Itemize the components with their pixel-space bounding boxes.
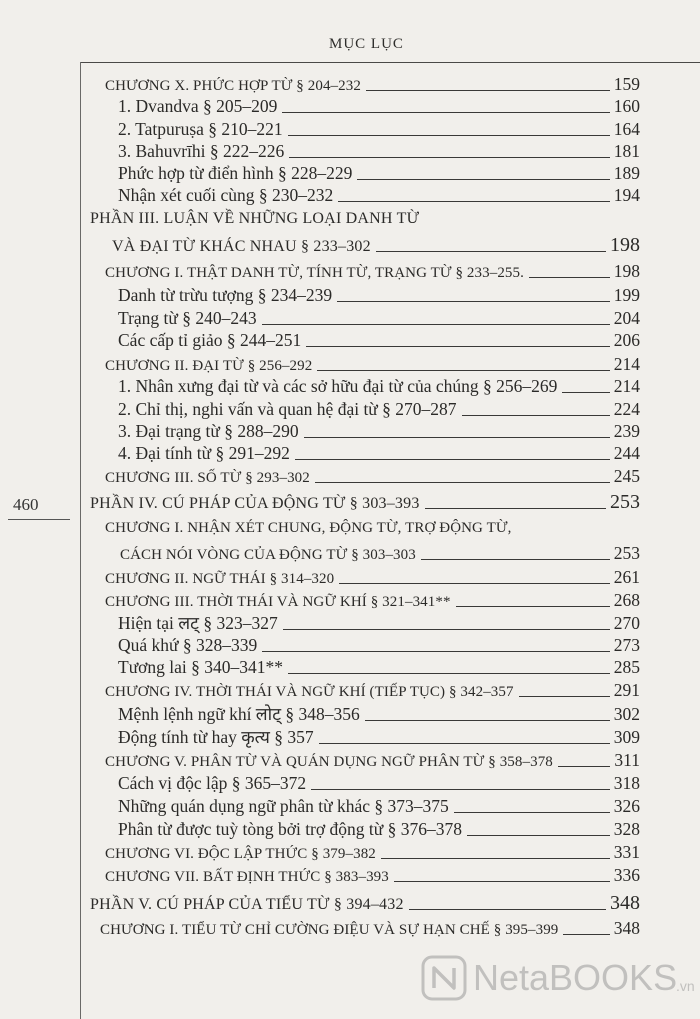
toc-section-entry: [118, 419, 640, 443]
toc-section-entry: [118, 94, 640, 118]
entry-title: CHƯƠNG III. THỜI THÁI VÀ NGỮ KHÍ § 321–341**: [105, 594, 451, 610]
toc-section-entry: [118, 794, 640, 818]
leader-line: [283, 629, 610, 630]
entry-title: CHƯƠNG III. SỐ TỪ § 293–302: [105, 470, 310, 486]
entry-page: 194: [613, 185, 640, 205]
entry-page: 204: [613, 308, 640, 328]
entry-page: 214: [613, 376, 640, 396]
entry-page: 326: [613, 796, 640, 816]
leader-line: [357, 179, 609, 180]
leader-line: [558, 766, 610, 767]
leader-line: [394, 881, 610, 882]
entry-page: 302: [613, 704, 640, 724]
entry-page: 285: [613, 657, 640, 677]
entry-title: CÁCH NÓI VÒNG CỦA ĐỘNG TỪ § 303–303: [120, 547, 416, 563]
entry-page: 270: [613, 613, 640, 633]
entry-title: Phức hợp từ điển hình § 228–229: [118, 163, 353, 183]
leader-line: [563, 934, 609, 935]
entry-page: 159: [613, 74, 640, 94]
toc-chapter-entry: [120, 541, 640, 565]
page-number: 460: [13, 495, 39, 514]
entry-page: 311: [614, 750, 640, 770]
leader-line: [519, 696, 610, 697]
toc-section-entry: [118, 374, 640, 398]
entry-page: 198: [613, 261, 640, 281]
entry-title: Trạng từ § 240–243: [118, 308, 257, 328]
leader-line: [338, 201, 609, 202]
entry-title: Tương lai § 340–341**: [118, 657, 284, 677]
leader-line: [262, 651, 609, 652]
toc-chapter-entry: [105, 72, 640, 96]
entry-page: 268: [613, 590, 640, 610]
entry-title: Cách vị độc lập § 365–372: [118, 773, 307, 793]
leader-line: [529, 277, 610, 278]
leader-line: [288, 673, 610, 674]
running-header: MỤC LỤC: [329, 36, 404, 52]
toc-chapter-entry: [105, 565, 640, 589]
entry-page: 181: [613, 141, 640, 161]
header-rule: [80, 62, 700, 63]
leader-line: [337, 301, 610, 302]
entry-page: 331: [613, 842, 640, 862]
watermark-logo: [420, 952, 696, 1004]
leader-line: [421, 559, 610, 560]
entry-title: VÀ ĐẠI TỪ KHÁC NHAU § 233–302: [112, 238, 371, 255]
toc-section-entry: [118, 283, 640, 307]
toc-chapter-entry: [105, 863, 640, 887]
entry-title: 3. Đại trạng từ § 288–290: [118, 421, 299, 441]
toc-section-entry: [118, 633, 640, 657]
entry-title: CHƯƠNG VI. ĐỘC LẬP THỨC § 379–382: [105, 846, 376, 862]
entry-page: 206: [613, 330, 640, 350]
toc-chapter-entry: [105, 748, 640, 772]
entry-page: 245: [613, 466, 640, 486]
page-number-rule: [8, 519, 70, 520]
leader-line: [289, 157, 610, 158]
entry-page: 309: [613, 727, 640, 747]
entry-page: 336: [613, 865, 640, 885]
entry-title: CHƯƠNG IV. THỜI THÁI VÀ NGỮ KHÍ (TIẾP TỤC) § 342–357: [105, 684, 514, 700]
entry-title: CHƯƠNG V. PHÂN TỪ VÀ QUÁN DỤNG NGỮ PHÂN TỪ § 358–378: [105, 754, 553, 770]
toc-section-entry: [118, 139, 640, 163]
leader-line: [306, 346, 610, 347]
entry-page: 318: [613, 773, 640, 793]
entry-page: 253: [610, 491, 640, 513]
entry-title: PHẦN IV. CÚ PHÁP CỦA ĐỘNG TỪ § 303–393: [90, 495, 420, 512]
toc-chapter-entry: [105, 840, 640, 864]
toc-section-entry: [118, 306, 640, 330]
entry-page: 253: [613, 543, 640, 563]
entry-page: 164: [613, 119, 640, 139]
leader-line: [304, 437, 610, 438]
entry-title: PHẦN V. CÚ PHÁP CỦA TIỂU TỪ § 394–432: [90, 896, 404, 913]
leader-line: [462, 415, 610, 416]
watermark-domain: .vn: [676, 978, 695, 994]
entry-title: Động tính từ hay कृत्य § 357: [118, 727, 314, 747]
toc-part-entry: [90, 490, 640, 514]
leader-line: [262, 324, 610, 325]
toc-chapter-entry: [105, 352, 640, 376]
entry-title: CHƯƠNG I. TIỂU TỪ CHỈ CƯỜNG ĐIỆU VÀ SỰ HẠN CHẾ § 395–399: [100, 922, 559, 938]
toc-section-entry: [118, 655, 640, 679]
margin-rule-vertical: [80, 62, 81, 1019]
toc-section-entry: [118, 328, 640, 352]
entry-title: Mệnh lệnh ngữ khí लोट् § 348–356: [118, 704, 360, 724]
leader-line: [562, 392, 609, 393]
entry-page: 244: [613, 443, 640, 463]
entry-title: 3. Bahuvrīhi § 222–226: [118, 141, 285, 161]
toc-section-entry: [118, 725, 640, 749]
toc-chapter-entry: [105, 678, 640, 702]
entry-title: 2. Chỉ thị, nghi vấn và quan hệ đại từ § 270–287: [118, 399, 457, 419]
entry-page: 189: [613, 163, 640, 183]
entry-title: Các cấp tỉ giảo § 244–251: [118, 330, 302, 350]
entry-title: CHƯƠNG I. THẬT DANH TỪ, TÍNH TỪ, TRẠNG TỪ § 233–255.: [105, 265, 524, 281]
leader-line: [295, 459, 610, 460]
leader-line: [409, 909, 606, 910]
entry-page: 199: [613, 285, 640, 305]
toc-part-heading: [90, 207, 640, 231]
leader-line: [467, 835, 610, 836]
toc-section-entry: [118, 817, 640, 841]
entry-page: 160: [613, 96, 640, 116]
entry-title: 1. Dvandva § 205–209: [118, 96, 278, 116]
entry-title: Những quán dụng ngữ phân từ khác § 373–375: [118, 796, 449, 816]
entry-page: 328: [613, 819, 640, 839]
entry-title: CHƯƠNG X. PHỨC HỢP TỪ § 204–232: [105, 78, 361, 94]
entry-page: 348: [613, 918, 640, 938]
entry-title: CHƯƠNG II. NGỮ THÁI § 314–320: [105, 571, 335, 587]
toc-section-entry: [118, 611, 640, 635]
toc-section-entry: [118, 702, 640, 726]
neta-logo-icon: [420, 954, 468, 1002]
toc-chapter-entry: [105, 464, 640, 488]
leader-line: [317, 370, 609, 371]
toc-section-entry: [118, 771, 640, 795]
toc-part-entry: [90, 891, 640, 915]
entry-title: Quá khứ § 328–339: [118, 635, 258, 655]
entry-title: 2. Tatpuruṣa § 210–221: [118, 119, 283, 139]
toc-chapter-entry: [105, 588, 640, 612]
leader-line: [319, 743, 610, 744]
entry-title: Nhận xét cuối cùng § 230–232: [118, 185, 334, 205]
toc-section-entry: [118, 397, 640, 421]
entry-title: CHƯƠNG II. ĐẠI TỪ § 256–292: [105, 358, 313, 374]
leader-line: [339, 583, 610, 584]
toc-chapter-entry: [100, 916, 640, 940]
entry-page: 224: [613, 399, 640, 419]
leader-line: [381, 858, 610, 859]
entry-page: 348: [610, 892, 640, 914]
watermark-brand: NetaBOOKS: [473, 957, 678, 998]
entry-page: 291: [613, 680, 640, 700]
entry-page: 273: [613, 635, 640, 655]
entry-title: Phân từ được tuỳ tòng bởi trợ động từ § 376–378: [118, 819, 462, 839]
entry-page: 198: [610, 234, 640, 256]
leader-line: [282, 112, 609, 113]
leader-line: [366, 90, 610, 91]
toc-chapter-heading: [105, 516, 640, 540]
toc-section-entry: [118, 183, 640, 207]
leader-line: [456, 606, 610, 607]
leader-line: [365, 720, 610, 721]
leader-line: [376, 251, 606, 252]
entry-title: PHẦN III. LUẬN VỀ NHỮNG LOẠI DANH TỪ: [90, 210, 420, 227]
leader-line: [454, 812, 610, 813]
entry-title: CHƯƠNG VII. BẤT ĐỊNH THỨC § 383–393: [105, 869, 389, 885]
leader-line: [425, 508, 606, 509]
leader-line: [315, 482, 610, 483]
entry-page: 239: [613, 421, 640, 441]
toc-section-entry: [118, 117, 640, 141]
toc-section-entry: [118, 441, 640, 465]
entry-title: CHƯƠNG I. NHẬN XÉT CHUNG, ĐỘNG TỪ, TRỢ ĐỘNG TỪ,: [105, 520, 512, 536]
entry-title: Hiện tại लट् § 323–327: [118, 613, 278, 633]
leader-line: [311, 789, 610, 790]
toc-section-entry: [118, 161, 640, 185]
entry-title: 1. Nhân xưng đại từ và các sở hữu đại từ của chúng § 256–269: [118, 376, 558, 396]
toc-chapter-entry: [105, 259, 640, 283]
entry-title: Danh từ trừu tượng § 234–239: [118, 285, 333, 305]
toc-part-entry: [112, 233, 640, 257]
entry-page: 261: [613, 567, 640, 587]
entry-page: 214: [613, 354, 640, 374]
entry-title: 4. Đại tính từ § 291–292: [118, 443, 290, 463]
leader-line: [288, 135, 610, 136]
